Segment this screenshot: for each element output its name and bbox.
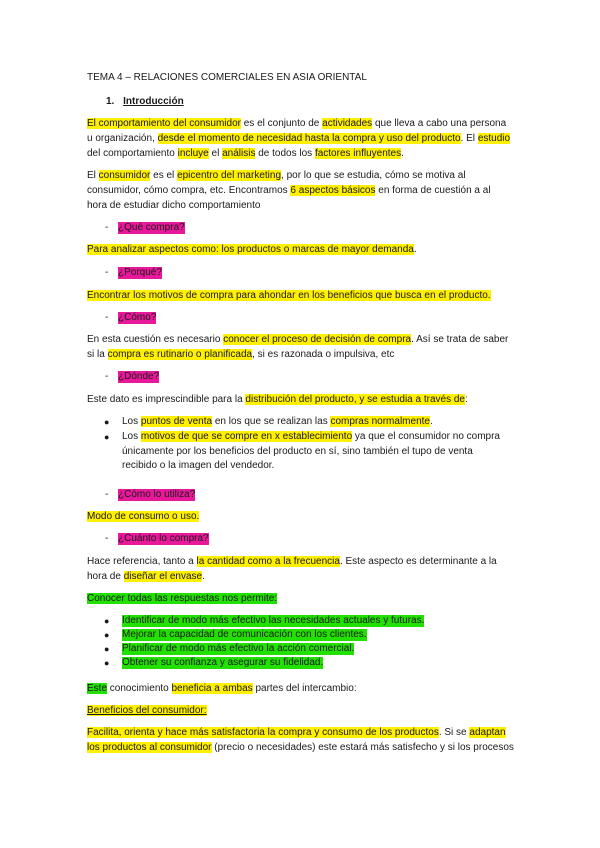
highlight: beneficia a ambas (171, 683, 253, 694)
dash: - (105, 371, 109, 382)
highlight: los productos al consumidor (87, 742, 212, 753)
text: (precio o necesidades) este estará más satisfecho y si los procesos (211, 742, 514, 753)
text: que lleva a cabo una persona (372, 118, 507, 129)
highlight: El comportamiento del consumidor (87, 118, 241, 129)
answer-cuánto-line-1 (87, 556, 497, 568)
text: Este dato es imprescindible para la (87, 394, 246, 405)
highlight: factores influyentes (314, 148, 402, 159)
highlight: diseñar el envase (123, 571, 203, 582)
paragraph-2-line-1 (87, 170, 466, 182)
text: ya que el consumidor no compra (352, 431, 500, 442)
highlight: Encontrar los motivos de compra para ahondar en los beneficios que busca en el producto. (87, 290, 491, 301)
highlight: Modo de consumo o uso. (87, 511, 200, 522)
benefits-heading (87, 593, 277, 605)
magenta-tag: ¿Qué compra? (118, 222, 185, 233)
text: del comportamiento (87, 148, 178, 159)
dash: - (105, 222, 109, 233)
magenta-tag: ¿Cómo? (118, 312, 157, 323)
text: , si es razonada o impulsiva, etc (252, 349, 395, 360)
list-item-continuation: recibido o la imagen del vendedor. (122, 460, 275, 471)
green-highlight: Planificar de modo más efectivo la acción comercial. (122, 643, 355, 654)
answer-porqué (87, 290, 491, 302)
highlight: 6 aspectos básicos (290, 185, 376, 196)
answer-cómo-line-1 (87, 334, 508, 346)
list-item-continuation: únicamente por los beneficios del producto en sí, sino también el tupo de venta (122, 446, 473, 457)
text: . El (460, 133, 478, 144)
green-highlight: Obtener su confianza y asegurar su fidelidad. (122, 657, 324, 668)
text: . Este aspecto es determinante a la (339, 556, 497, 567)
highlight: Facilita, orienta y hace más satisfactoria la compra y consumo de los productos (87, 727, 439, 738)
dash: - (105, 489, 109, 500)
document-title: TEMA 4 – RELACIONES COMERCIALES EN ASIA ORIENTAL (87, 72, 367, 83)
magenta-tag: ¿Dónde? (118, 371, 160, 382)
section-heading (106, 96, 184, 108)
highlight: puntos de venta (140, 416, 213, 427)
consumer-benefits-line-2 (87, 742, 514, 754)
section-name: Introducción (123, 96, 184, 107)
text: . Si se (438, 727, 470, 738)
magenta-tag: ¿Cómo lo utiliza? (118, 489, 196, 500)
magenta-tag: ¿Porqué? (118, 267, 162, 278)
highlight: Para analizar aspectos como: los productos o marcas de mayor demanda (87, 244, 414, 255)
highlight: distribución del producto, y se estudia a través de (245, 394, 465, 405)
highlight: la cantidad como a la frecuencia (196, 556, 340, 567)
green-highlight: Este (87, 683, 108, 694)
text: conocimiento (107, 683, 172, 694)
text: si la (87, 349, 108, 360)
highlight: epicentro del marketing (177, 170, 282, 181)
paragraph-2-line-3: hora de estudiar dicho comportamiento (87, 200, 261, 211)
highlight: incluye (177, 148, 209, 159)
consumer-benefits-heading (87, 705, 207, 717)
text: el (208, 148, 223, 159)
answer-cómo-lo-utiliza (87, 511, 199, 523)
answer-qué-compra: Para analizar aspectos como: los productos o marcas de mayor demanda. (87, 244, 417, 255)
bullet-icon: ● (104, 432, 110, 442)
bullet-icon: ● (104, 630, 110, 640)
text: es el conjunto de (240, 118, 323, 129)
text: en los que se realizan las (212, 416, 331, 427)
bullet-icon: ● (104, 658, 110, 668)
bullet-icon: ● (104, 644, 110, 654)
text: partes del intercambio: (252, 683, 357, 694)
text: , por lo que se estudia, cómo se motiva al (281, 170, 466, 181)
paragraph-2-line-2 (87, 185, 491, 197)
highlight: Beneficios del consumidor: (87, 705, 207, 716)
text: Los (122, 416, 141, 427)
paragraph-1-line-2 (87, 133, 510, 145)
green-highlight: Identificar de modo más efectivo las necesidades actuales y futuras. (122, 615, 425, 626)
magenta-tag: ¿Cuánto lo compra? (118, 533, 209, 544)
text: En esta cuestión es necesario (87, 334, 224, 345)
text: . (202, 571, 205, 582)
dash: - (105, 312, 109, 323)
text: consumidor, cómo compra, etc. Encontramos (87, 185, 291, 196)
highlight: adaptan (469, 727, 506, 738)
highlight: compra es rutinario o planificada (107, 349, 253, 360)
green-highlight: Conocer todas las respuestas nos permite: (87, 593, 278, 604)
text: . Así se trata de saber (411, 334, 509, 345)
bullet-icon: ● (104, 616, 110, 626)
green-highlight: Mejorar la capacidad de comunicación con los clientes. (122, 629, 367, 640)
highlight: conocer el proceso de decisión de compra (223, 334, 412, 345)
text: es el (150, 170, 178, 181)
text: Los (122, 431, 141, 442)
highlight: actividades (322, 118, 373, 129)
dash: - (105, 533, 109, 544)
text: El (87, 170, 99, 181)
highlight: análisis (222, 148, 256, 159)
dash: - (105, 267, 109, 278)
highlight: estudio (477, 133, 511, 144)
highlight: desde el momento de necesidad hasta la compra y uso del producto (157, 133, 461, 144)
highlight: compras normalmente (330, 416, 430, 427)
bullet-icon: ● (104, 417, 110, 427)
answer-cuánto-line-2 (87, 571, 205, 583)
text: u organización, (87, 133, 158, 144)
paragraph-1-line-1 (87, 118, 506, 130)
section-number: 1. (106, 96, 115, 107)
text: . (401, 148, 404, 159)
text: Hace referencia, tanto a (87, 556, 197, 567)
text: hora de (87, 571, 124, 582)
consumer-benefits-line-1 (87, 727, 506, 739)
text: . (429, 416, 433, 427)
highlight: motivos de que se compre en x establecimiento (140, 431, 353, 442)
text: de todos los (255, 148, 315, 159)
highlight: consumidor (98, 170, 151, 181)
answer-dónde-intro (87, 394, 468, 406)
text: en forma de cuestión a al (375, 185, 491, 196)
answer-cómo-line-2 (87, 349, 394, 361)
benefits-closing (87, 683, 357, 695)
text: : (465, 394, 468, 405)
paragraph-1-line-3 (87, 148, 404, 160)
